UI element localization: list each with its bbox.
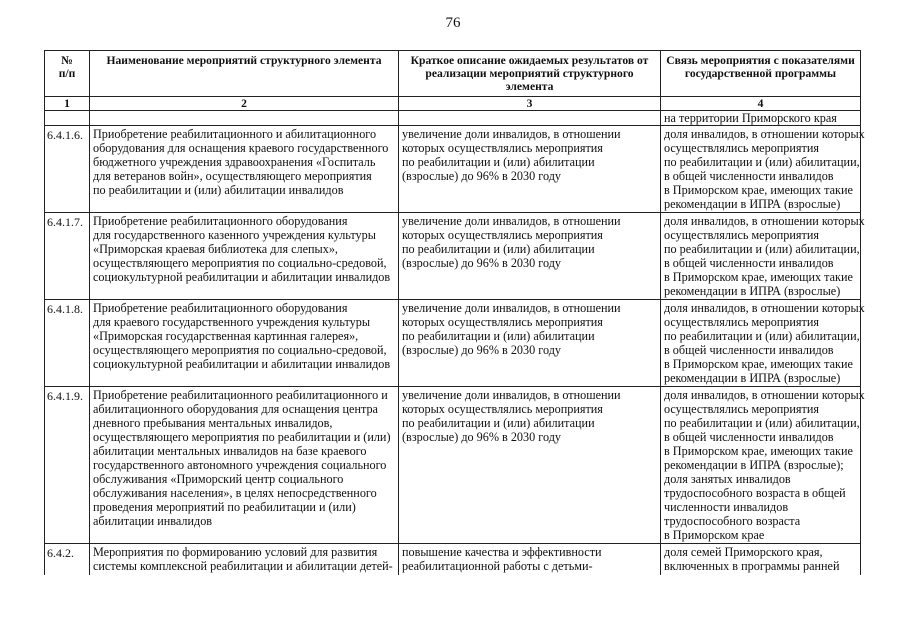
continuation-text: на территории Приморского края: [661, 111, 861, 126]
page-number: 76: [445, 15, 461, 31]
row-link: доля инвалидов, в отношении которых осуществлялись мероприятия по реабилитации и (или) абилитации, в общей численности инвалидов в Приморском крае, имеющих такие рекомендации в ИПРА (взрослые): [661, 213, 861, 300]
column-number: 3: [399, 97, 661, 111]
row-result: увеличение доли инвалидов, в отношении которых осуществлялись мероприятия по реабилитации и (или) абилитации (взрослые) до 96% в 2030 году: [399, 126, 661, 213]
header-link: Связь мероприятия с показателями государственной программы: [661, 51, 861, 97]
table-row: [45, 387, 861, 544]
row-result: увеличение доли инвалидов, в отношении которых осуществлялись мероприятия по реабилитации и (или) абилитации (взрослые) до 96% в 2030 году: [399, 387, 661, 544]
row-number: 6.4.1.6.: [45, 126, 90, 213]
row-result: увеличение доли инвалидов, в отношении которых осуществлялись мероприятия по реабилитации и (или) абилитации (взрослые) до 96% в 2030 году: [399, 300, 661, 387]
row-result: увеличение доли инвалидов, в отношении которых осуществлялись мероприятия по реабилитации и (или) абилитации (взрослые) до 96% в 2030 году: [399, 213, 661, 300]
header-name: Наименование мероприятий структурного элемента: [90, 51, 399, 97]
row-number: 6.4.1.9.: [45, 387, 90, 544]
table-row: [45, 213, 861, 300]
table-row: [45, 126, 861, 213]
table-row: [45, 300, 861, 387]
row-link: доля семей Приморского края, включенных в программы ранней: [661, 544, 861, 576]
row-name: Мероприятия по формированию условий для развития системы комплексной реабилитации и абилитации детей-: [90, 544, 399, 576]
table-row: [45, 544, 861, 576]
row-link: доля инвалидов, в отношении которых осуществлялись мероприятия по реабилитации и (или) абилитации, в общей численности инвалидов в Приморском крае, имеющих такие рекомендации в ИПРА (взрослые): [661, 300, 861, 387]
column-number: 1: [45, 97, 90, 111]
column-number-row: [45, 97, 861, 111]
row-name: Приобретение реабилитационного оборудования для краевого государственного учреждения культуры «Приморская государственная картинная галерея», осуществляющего мероприятия по социально-средовой, социокультурной реабилитации и абилитации инвалидов: [90, 300, 399, 387]
row-number: 6.4.1.8.: [45, 300, 90, 387]
row-name: Приобретение реабилитационного реабилитационного и абилитационного оборудования для оснащения центра дневного пребывания ментальных инвалидов, осуществляющего мероприятия по реабилитации и (или) абилитации ментальных инвалидов на базе краевого государственного автономного учреждения социального обслуживания «Приморский центр социального обслуживания населения», в целях непосредственного проведения мероприятий по реабилитации и (или) абилитации инвалидов: [90, 387, 399, 544]
column-number: 4: [661, 97, 861, 111]
column-number: 2: [90, 97, 399, 111]
row-link: доля инвалидов, в отношении которых осуществлялись мероприятия по реабилитации и (или) абилитации, в общей численности инвалидов в Приморском крае, имеющих такие рекомендации в ИПРА (взрослые): [661, 126, 861, 213]
header-num: № п/п: [45, 51, 90, 97]
row-name: Приобретение реабилитационного оборудования для государственного казенного учреждения культуры «Приморская краевая библиотека для слепых», осуществляющего мероприятия по социально-средовой, социокультурной реабилитации и абилитации инвалидов: [90, 213, 399, 300]
row-result: повышение качества и эффективности реабилитационной работы с детьми-: [399, 544, 661, 576]
header-result: Краткое описание ожидаемых результатов от реализации мероприятий структурного элемента: [399, 51, 661, 97]
continuation-row: [45, 111, 861, 126]
row-number: 6.4.1.7.: [45, 213, 90, 300]
row-link: доля инвалидов, в отношении которых осуществлялись мероприятия по реабилитации и (или) абилитации, в общей численности инвалидов в Приморском крае, имеющих такие рекомендации в ИПРА (взрослые); доля занятых инвалидов трудоспособного возраста в общей численности инвалидов трудоспособного возраста в Приморском крае: [661, 387, 861, 544]
row-name: Приобретение реабилитационного и абилитационного оборудования для оснащения краевого государственного бюджетного учреждения здравоохранения «Госпиталь для ветеранов войн», осуществляющего мероприятия по реабилитации и (или) абилитации инвалидов: [90, 126, 399, 213]
program-table: [44, 50, 865, 575]
row-number: 6.4.2.: [45, 544, 90, 576]
header-row: [45, 51, 861, 97]
